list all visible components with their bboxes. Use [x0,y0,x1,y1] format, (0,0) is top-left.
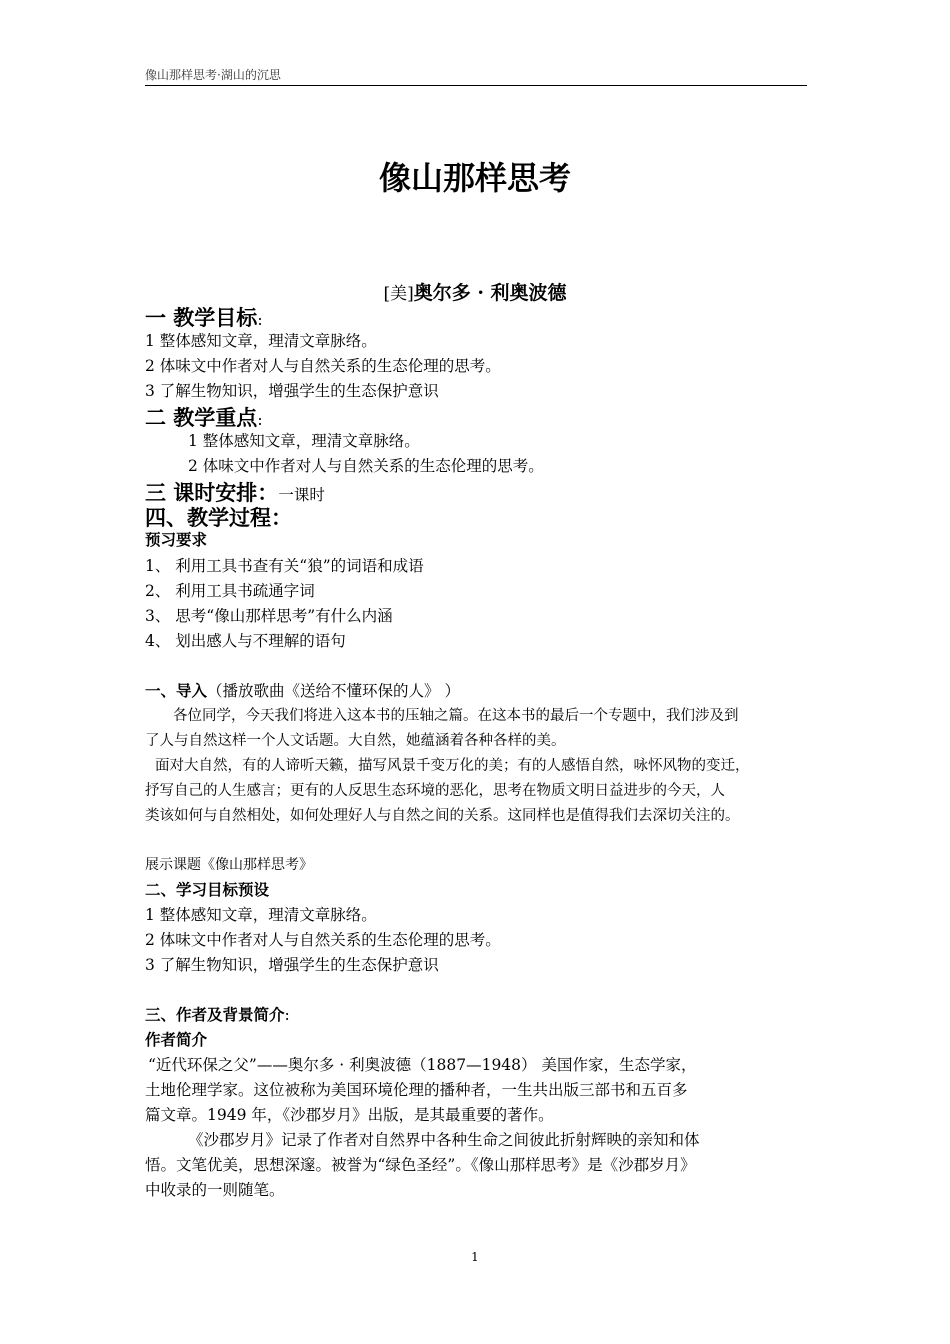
preview-heading: 预习要求 [145,530,208,549]
list-item: 1 整体感知文章，理清文章脉络。 [145,906,377,924]
page-number: 1 [471,1250,479,1264]
author-sub-heading: 作者简介 [145,1030,208,1049]
author-line [0,278,950,305]
list-item: 1 整体感知文章，理清文章脉络。 [145,332,377,350]
paragraph-line: 《沙郡岁月》记录了作者对自然界中各种生命之间彼此折射辉映的亲知和体 [188,1131,700,1149]
list-item: 4、 划出感人与不理解的语句 [145,632,346,650]
paragraph-line: 各位同学，今天我们将进入这本书的压轴之篇。在这本书的最后一个专题中，我们涉及到 [173,708,739,724]
running-header: 像山那样思考·湖山的沉思 [145,68,281,82]
show-topic: 展示课题《像山那样思考》 [145,857,313,873]
section-heading-process: 四、教学过程： [145,506,292,530]
author-name: 奥尔多 · 利奥波德 [413,282,567,304]
intro-note: （播放歌曲《送给不懂环保的人》 ） [207,682,460,700]
list-item: 3、 思考“像山那样思考”有什么内涵 [145,607,393,625]
list-item: 2 体味文中作者对人与自然关系的生态伦理的思考。 [145,357,501,375]
author-section-heading [145,1003,290,1025]
paragraph-line: 中收录的一则随笔。 [145,1181,285,1199]
section1-heading: 一 教学目标 [145,306,258,330]
intro-heading-text: 一、导入 [145,681,208,700]
list-item: 2 体味文中作者对人与自然关系的生态伦理的思考。 [188,457,544,475]
list-item: 3 了解生物知识，增强学生的生态保护意识 [145,956,439,974]
paragraph-line: 篇文章。1949 年，《沙郡岁月》出版，是其最重要的著作。 [145,1106,554,1124]
list-item: 2、 利用工具书疏通字词 [145,582,315,600]
goals-heading: 二、学习目标预设 [145,880,270,899]
section-heading-goals [145,302,263,332]
section2-colon: : [257,411,263,429]
header-rule [145,85,807,86]
list-item: 1、 利用工具书查有关“狼”的词语和成语 [145,557,424,575]
paragraph-line: 类该如何与自然相处，如何处理好人与自然之间的关系。这同样也是值得我们去深切关注的。 [145,808,740,824]
section3-value: 一课时 [278,486,325,504]
section1-colon: : [257,311,263,329]
section-heading-focus [145,402,263,432]
section3-heading: 三 课时安排： [145,481,279,505]
author-section-heading-text: 三、作者及背景简介 [145,1005,285,1024]
paragraph-line: 面对大自然，有的人谛听天籁，描写风景千变万化的美；有的人感悟自然，咏怀风物的变迁， [155,758,750,774]
section2-heading: 二 教学重点 [145,406,258,430]
paragraph-line: 了人与自然这样一个人文话题。大自然，她蕴涵着各种各样的美。 [145,733,566,749]
paragraph-line: “近代环保之父”——奥尔多 · 利奥波德（1887—1948） 美国作家，生态学家， [148,1056,697,1074]
author-nation: [美] [383,284,414,304]
list-item: 2 体味文中作者对人与自然关系的生态伦理的思考。 [145,931,501,949]
paragraph-line: 抒写自己的人生感言；更有的人反思生态环境的恶化，思考在物质文明日益进步的今天，人 [145,783,725,799]
list-item: 3 了解生物知识，增强学生的生态保护意识 [145,382,439,400]
paragraph-line: 土地伦理学家。这位被称为美国环境伦理的播种者，一生共出版三部书和五百多 [145,1081,688,1099]
intro-heading [145,679,460,701]
list-item: 1 整体感知文章，理清文章脉络。 [188,432,420,450]
author-section-colon: : [284,1006,290,1024]
paragraph-line: 悟。文笔优美，思想深邃。被誉为“绿色圣经”。《像山那样思考》是《沙郡岁月》 [145,1156,696,1174]
page-title: 像山那样思考 [378,159,571,197]
